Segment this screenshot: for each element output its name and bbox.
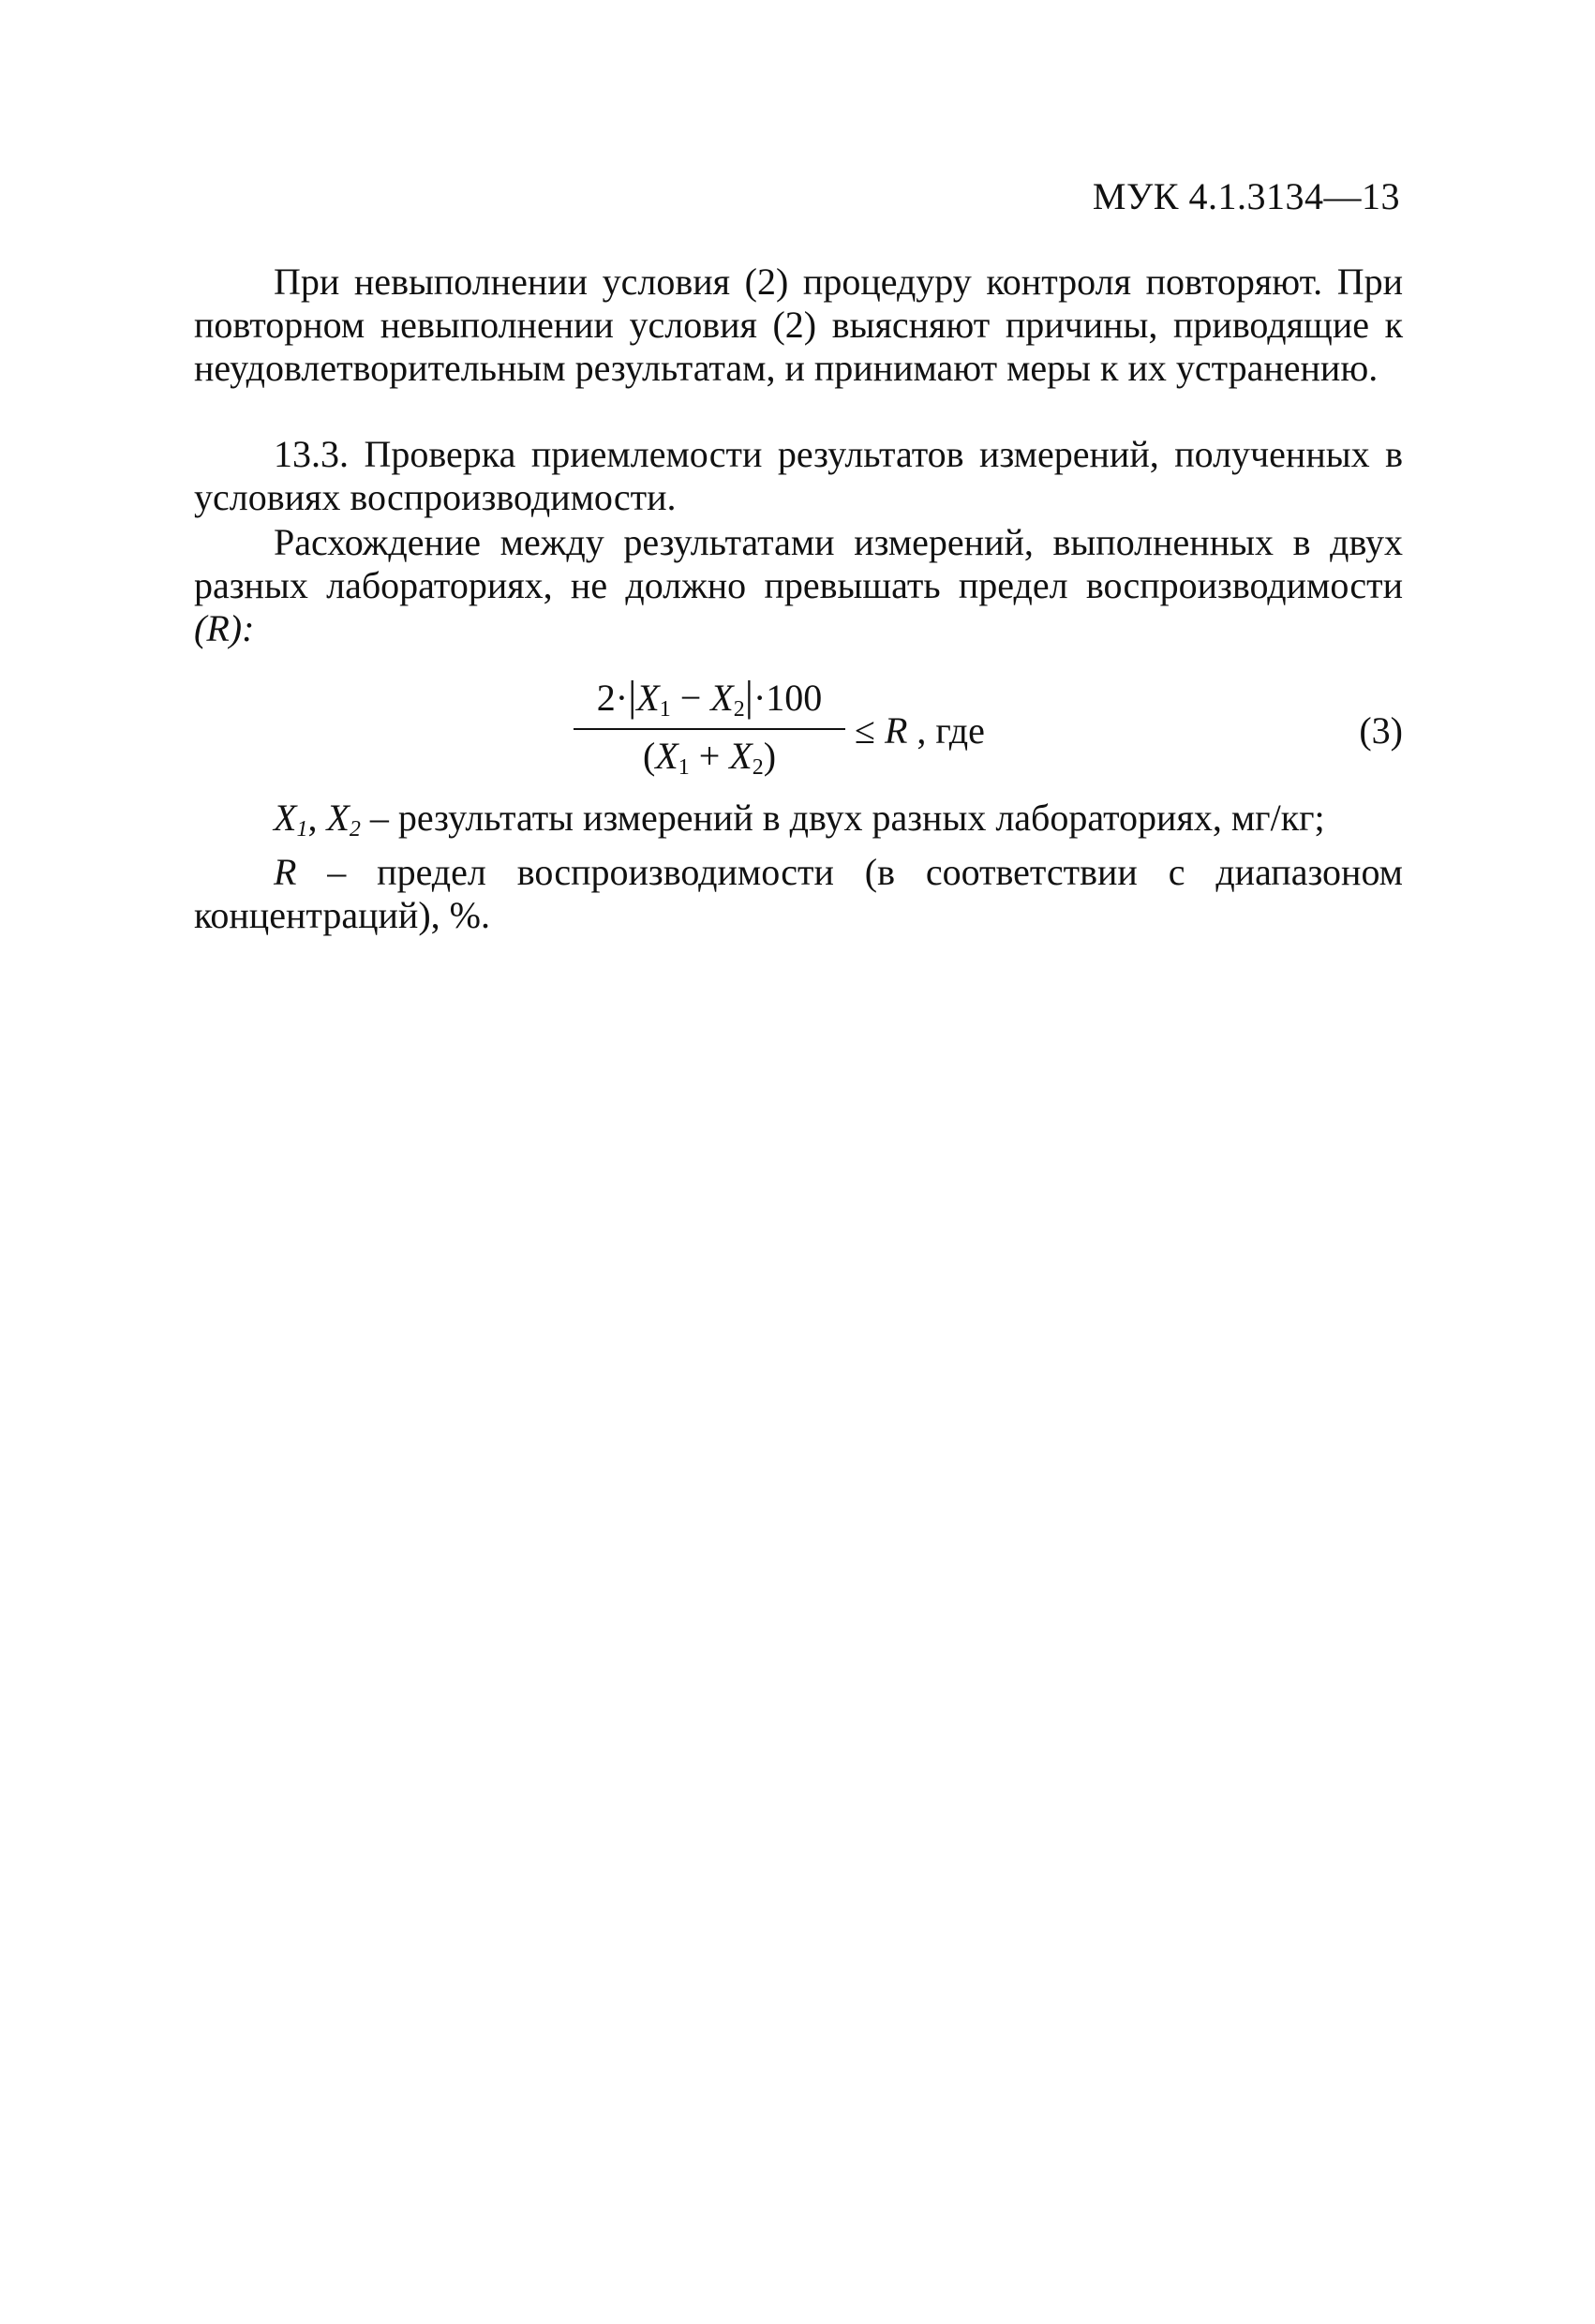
sub-1: 1 — [659, 697, 671, 722]
sub-2: 2 — [733, 697, 745, 722]
definition-x — [194, 797, 1403, 851]
r-symbol: (R): — [194, 607, 255, 649]
paragraph-body: Расхождение между результатами измерений, выполненных в двух разных лабораториях, не должно превышать предел воспроизводимости — [194, 521, 1403, 606]
symbol-sub: 2 — [349, 817, 361, 842]
formula-relation — [855, 708, 985, 752]
where-word: , где — [907, 709, 985, 752]
separator: , — [307, 797, 327, 839]
var-x1: X — [636, 677, 660, 719]
multiplier: ·100 — [753, 677, 823, 719]
sub-2: 2 — [752, 755, 764, 780]
paragraph-repeat-control — [194, 261, 1403, 390]
variable-definitions — [194, 797, 1403, 937]
paren-close: ) — [763, 735, 777, 777]
document-code-header: МУК 4.1.3134—13 — [1092, 175, 1400, 217]
definition-text: – результаты измерений в двух разных лабораториях, мг/кг; — [360, 797, 1325, 839]
abs-open: | — [628, 672, 637, 720]
var-x2: X — [729, 735, 753, 777]
leq-sign: ≤ — [855, 709, 885, 752]
paragraph-reproducibility — [194, 521, 1403, 650]
fraction-numerator — [574, 671, 845, 730]
coef: 2· — [596, 677, 629, 719]
abs-close: | — [744, 672, 753, 720]
fraction-denominator — [574, 730, 845, 781]
paren-open: ( — [642, 735, 656, 777]
symbol: X — [326, 797, 350, 839]
plus-sign: + — [689, 735, 730, 777]
paragraph-text — [194, 521, 1403, 650]
var-x2: X — [710, 677, 734, 719]
var-x1: X — [655, 735, 678, 777]
definition-r — [194, 851, 1403, 937]
symbol-sub: 1 — [296, 817, 308, 842]
sub-1: 1 — [678, 755, 690, 780]
formula-3 — [194, 665, 1403, 778]
symbol: X — [274, 797, 297, 839]
definition-text: – предел воспроизводимости (в соответствии с диапазоном концентраций), %. — [194, 851, 1403, 936]
symbol: R — [274, 851, 297, 893]
equation-number: (3) — [1359, 709, 1403, 752]
fraction — [574, 671, 845, 781]
var-r: R — [884, 709, 908, 752]
minus-sign: − — [670, 677, 711, 719]
section-heading-text: 13.3. Проверка приемлемости результатов измерений, полученных в условиях воспроизводимости. — [194, 433, 1403, 518]
section-13-3-heading — [194, 433, 1403, 519]
paragraph-text: При невыполнении условия (2) процедуру контроля повторяют. При повторном невыполнении условия (2) выясняют причины, приводящие к неудовлетворительным результатам, и принимают меры к их устранению. — [194, 261, 1403, 389]
